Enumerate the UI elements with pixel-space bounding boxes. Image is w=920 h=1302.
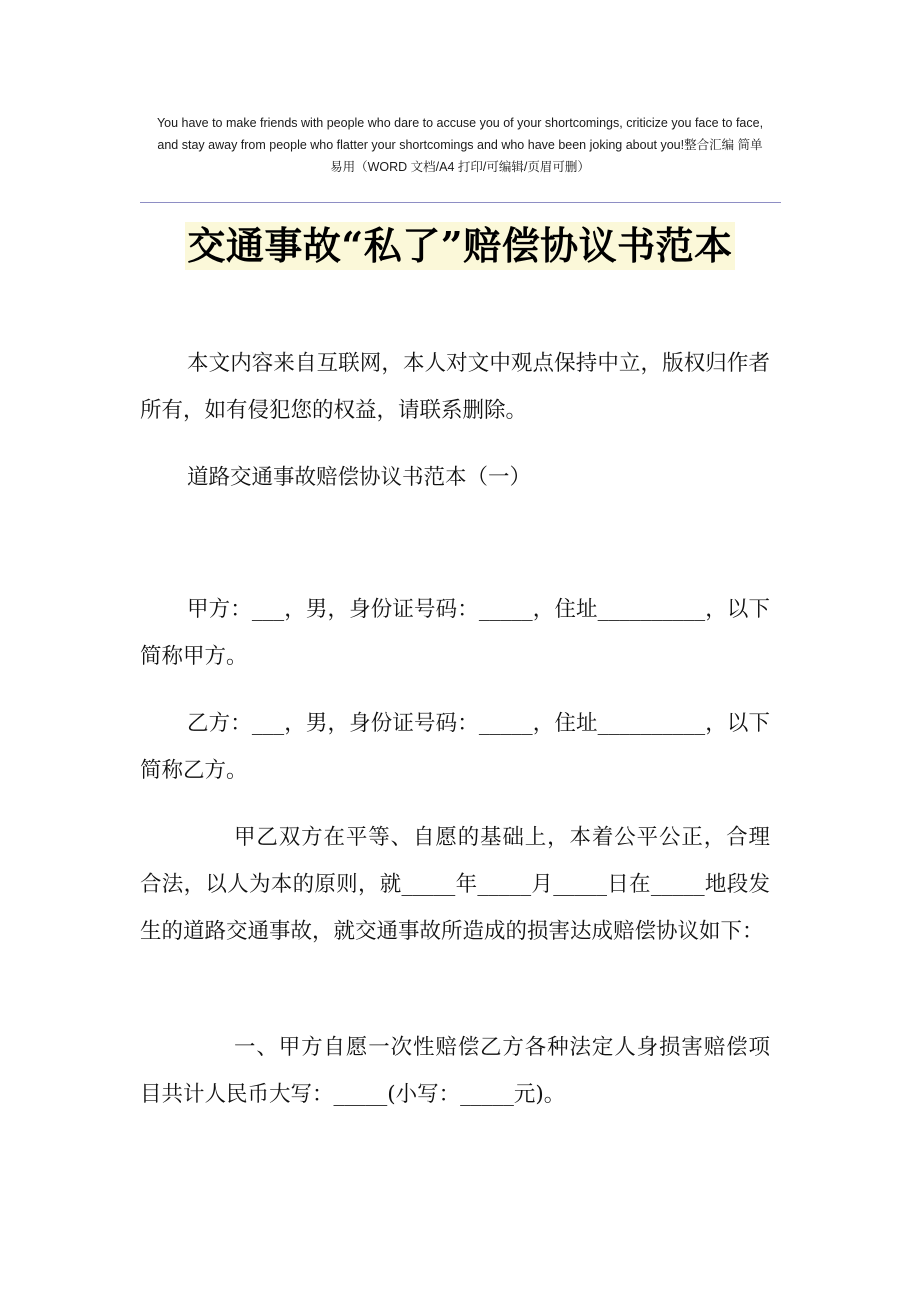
document-title: 交通事故“私了”赔偿协议书范本 [187,223,733,268]
preamble-paragraph: 甲乙双方在平等、自愿的基础上，本着公平公正，合理合法，以人为本的原则，就_____年_____月_____日在_____地段发生的道路交通事故，就交通事故所造成的损害达成赔偿协议如下： [140,825,770,944]
title-container [0,222,920,270]
header-line-1: You have to make friends with people who dare to accuse you of your shortcomings, criticize you face to face, [156,116,764,130]
page-header [138,112,782,178]
header-divider [140,202,781,203]
header-line-3: 易用（WORD 文档/A4 打印/可编辑/页眉可删） [330,160,590,174]
section-subtitle: 道路交通事故赔偿协议书范本（一） [187,465,532,490]
header-line-2: and stay away from people who flatter your shortcomings and who have been joking about you!整合汇编 简单 [157,138,763,152]
disclaimer-block [140,340,770,434]
preamble-block [140,814,770,955]
clause-1-paragraph: 一、甲方自愿一次性赔偿乙方各种法定人身损害赔偿项目共计人民币大写：_____(小写：_____元)。 [140,1035,770,1107]
clause-1-block [140,1024,770,1118]
disclaimer-paragraph: 本文内容来自互联网，本人对文中观点保持中立，版权归作者所有，如有侵犯您的权益，请联系删除。 [140,351,770,423]
party-a-paragraph: 甲方：___，男，身份证号码：_____，住址__________，以下简称甲方。 [140,597,770,669]
party-a-block [140,586,770,680]
party-b-block [140,700,770,794]
party-b-paragraph: 乙方：___，男，身份证号码：_____，住址__________，以下简称乙方。 [140,711,770,783]
subtitle-block [140,454,770,501]
